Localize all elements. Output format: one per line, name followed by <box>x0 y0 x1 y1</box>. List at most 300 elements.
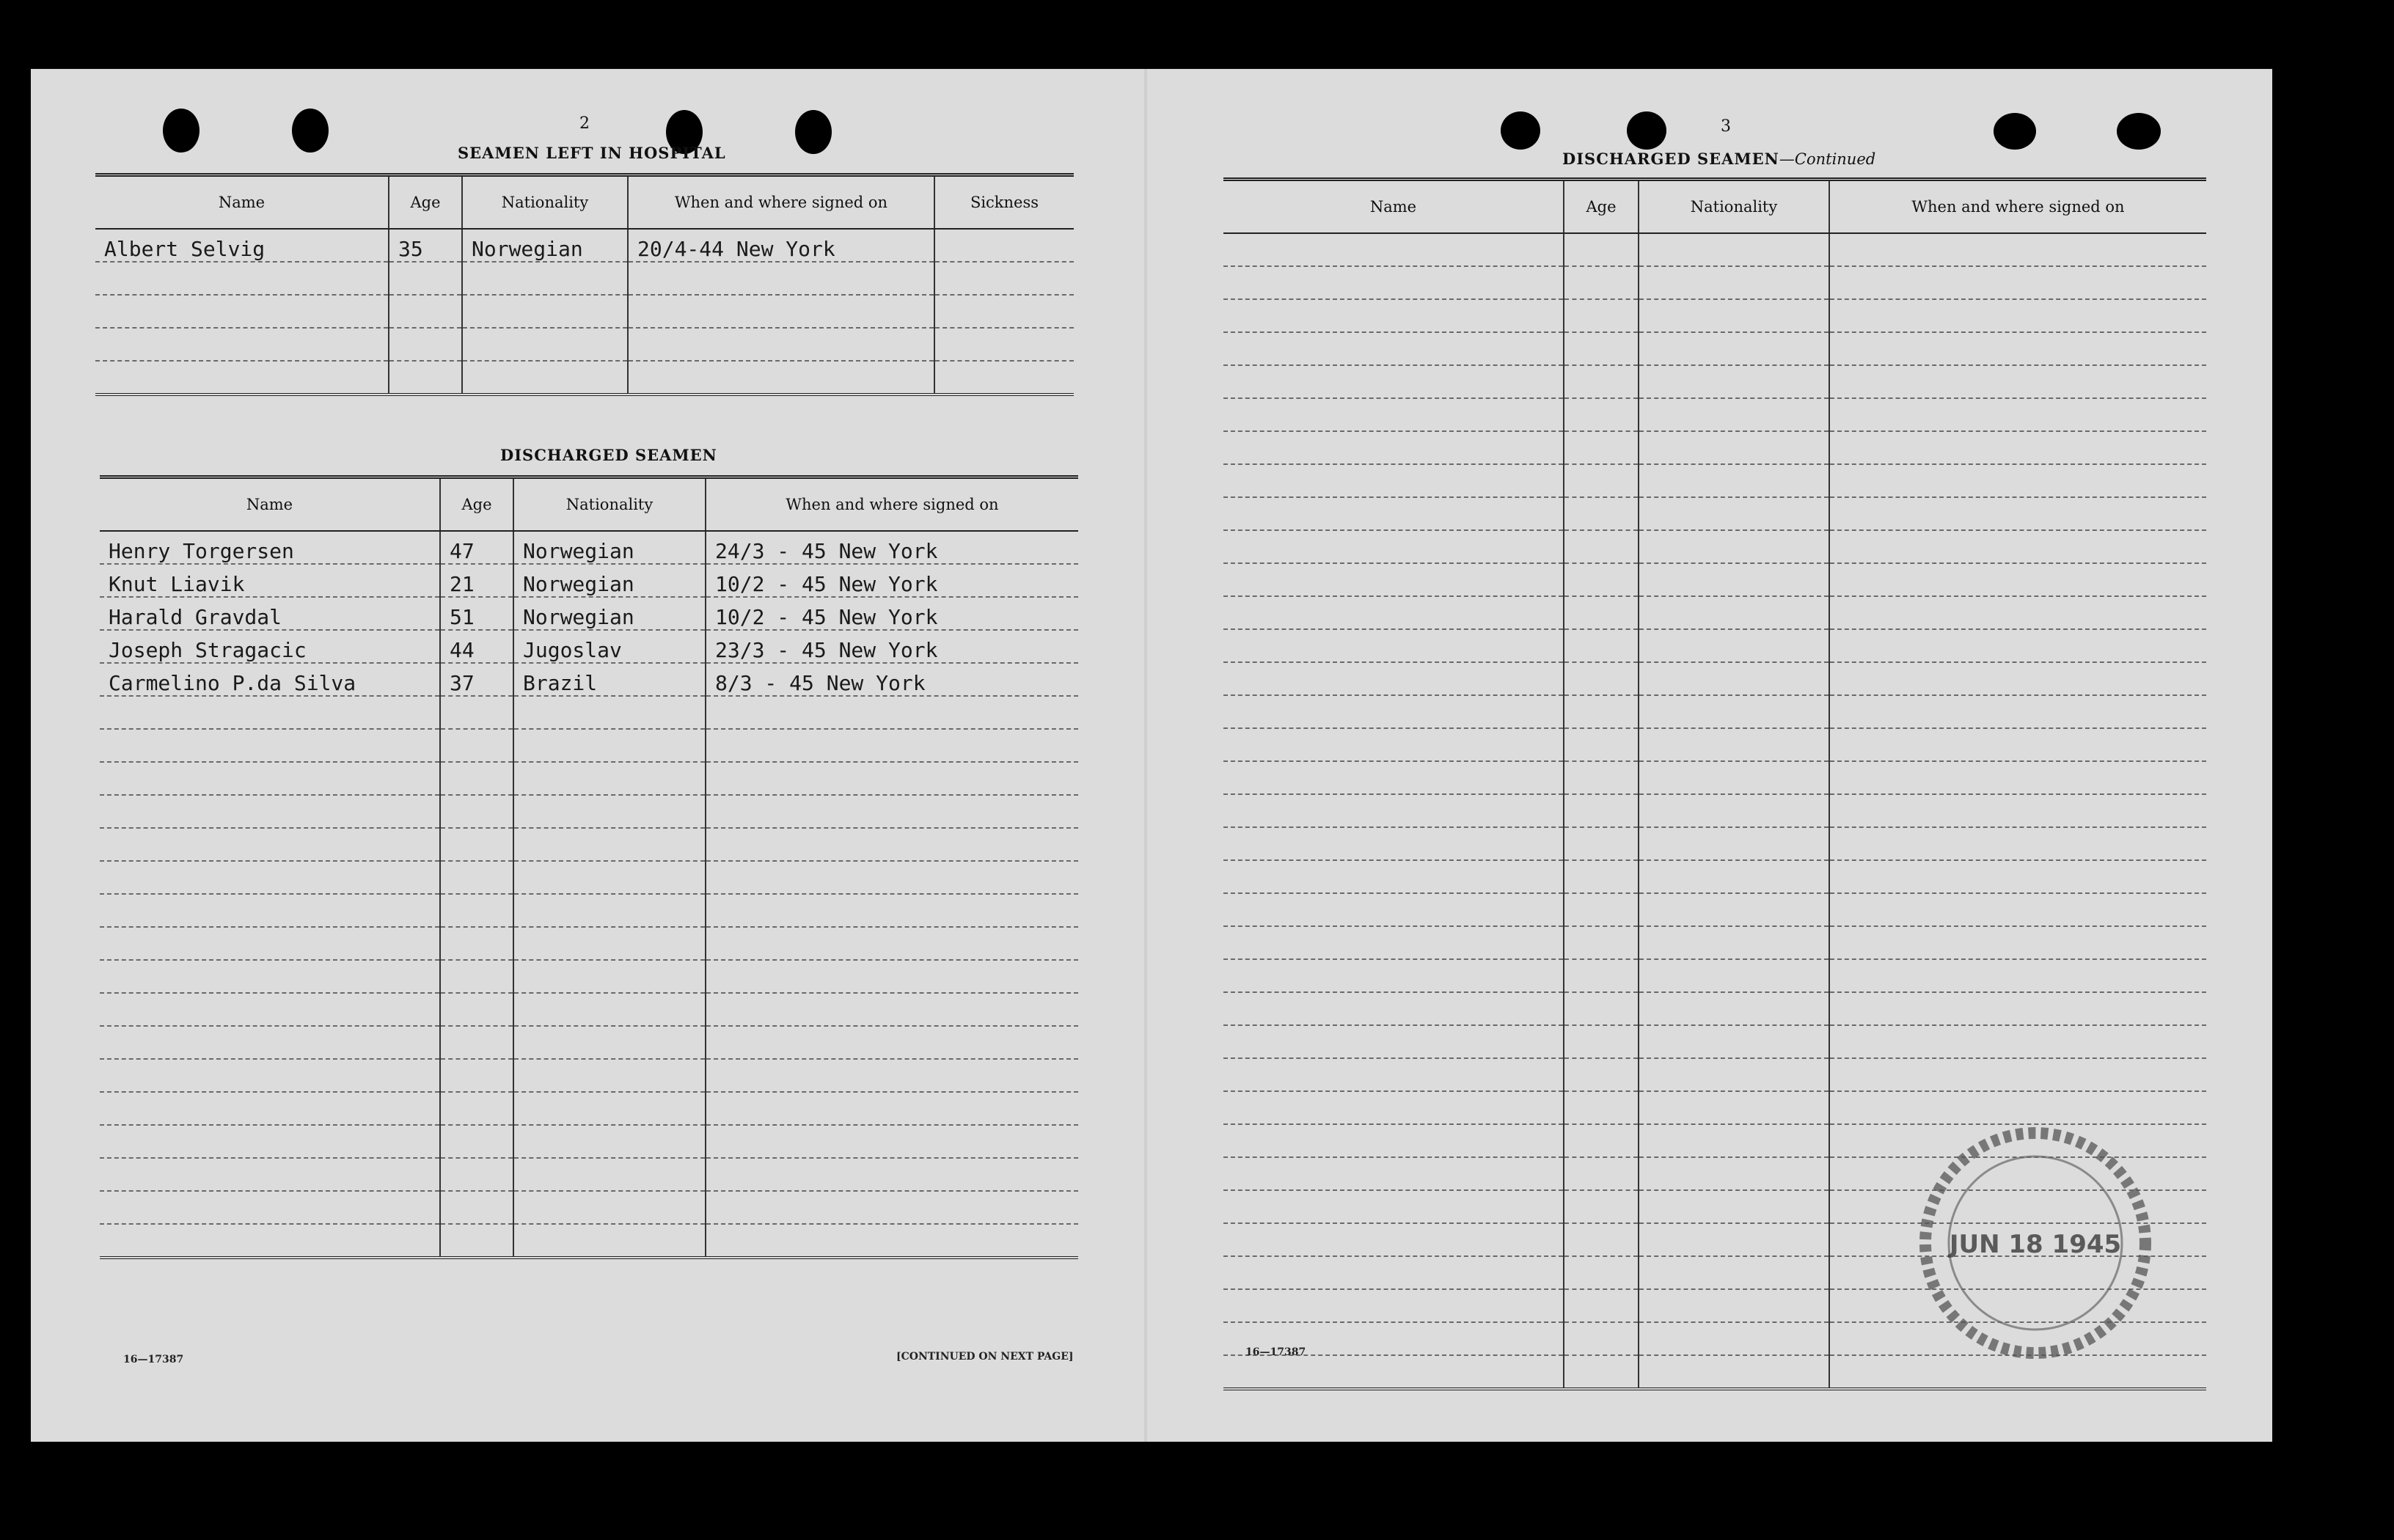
table-cell <box>389 262 462 295</box>
table-cell <box>1639 629 1829 662</box>
table-cell: Harald Gravdal <box>100 597 440 630</box>
table-cell <box>934 262 1074 295</box>
table-cell <box>706 993 1078 1026</box>
table-row <box>100 564 1078 597</box>
table-cell <box>1564 662 1639 695</box>
column-header: Age <box>440 477 513 532</box>
table-cell <box>1223 1058 1564 1091</box>
table-row <box>100 993 1078 1026</box>
table-cell <box>1223 365 1564 398</box>
table-cell <box>1564 398 1639 431</box>
continued-title-main: DISCHARGED SEAMEN <box>1562 150 1779 168</box>
table-cell <box>513 1191 706 1224</box>
table-cell <box>462 262 628 295</box>
table-cell <box>513 1092 706 1125</box>
table-cell <box>1564 1025 1639 1058</box>
table-cell <box>1564 1256 1639 1289</box>
table-cell <box>513 696 706 729</box>
punch-hole <box>1501 111 1540 150</box>
table-cell <box>1829 1058 2206 1091</box>
table-cell <box>1639 1289 1829 1322</box>
table-row <box>95 328 1074 361</box>
table-cell <box>1223 893 1564 926</box>
table-cell <box>1829 1091 2206 1124</box>
continued-note: [CONTINUED ON NEXT PAGE] <box>896 1351 1074 1363</box>
table-cell <box>1829 992 2206 1025</box>
table-cell <box>513 828 706 861</box>
table-row <box>1223 365 2206 398</box>
table-cell: Norwegian <box>513 597 706 630</box>
table-cell <box>706 828 1078 861</box>
table-cell <box>1639 266 1829 299</box>
table-cell: Joseph Stragacic <box>100 630 440 663</box>
table-cell <box>1639 926 1829 959</box>
table-cell <box>706 1026 1078 1059</box>
table-row <box>100 531 1078 564</box>
table-cell <box>100 894 440 927</box>
table-cell <box>100 1224 440 1258</box>
table-row <box>1223 860 2206 893</box>
table-cell <box>1223 1025 1564 1058</box>
table-cell <box>389 328 462 361</box>
page-fold <box>1144 69 1147 1442</box>
table-cell <box>1223 1124 1564 1157</box>
table-cell <box>513 993 706 1026</box>
table-cell <box>1564 860 1639 893</box>
column-header: Nationality <box>1639 180 1829 234</box>
table-row <box>1223 1058 2206 1091</box>
table-cell <box>1829 959 2206 992</box>
table-cell <box>1223 662 1564 695</box>
table-cell <box>1639 497 1829 530</box>
table-row <box>1223 728 2206 761</box>
table-cell <box>1564 1355 1639 1389</box>
table-cell <box>1223 398 1564 431</box>
table-cell: 21 <box>440 564 513 597</box>
table-cell <box>1829 530 2206 563</box>
table-cell <box>1829 365 2206 398</box>
table-row <box>100 795 1078 828</box>
table-cell <box>440 1224 513 1258</box>
table-cell <box>440 1191 513 1224</box>
table-cell: Carmelino P.da Silva <box>100 663 440 696</box>
table-cell <box>1639 530 1829 563</box>
table-cell <box>1639 1058 1829 1091</box>
table-cell <box>1223 827 1564 860</box>
column-header: Name <box>95 175 389 230</box>
table-row <box>100 1092 1078 1125</box>
table-cell <box>934 229 1074 262</box>
table-cell <box>1829 860 2206 893</box>
table-row <box>1223 1091 2206 1124</box>
table-cell <box>934 328 1074 361</box>
table-cell <box>440 762 513 795</box>
table-row <box>95 295 1074 328</box>
punch-hole <box>292 109 329 153</box>
table-cell <box>1223 431 1564 464</box>
table-cell <box>1564 431 1639 464</box>
column-header: When and where signed on <box>1829 180 2206 234</box>
table-cell <box>1564 992 1639 1025</box>
table-cell <box>628 262 934 295</box>
table-cell <box>706 1224 1078 1258</box>
table-row <box>1223 497 2206 530</box>
table-cell <box>440 729 513 762</box>
table-cell <box>1564 1058 1639 1091</box>
table-cell <box>1223 1157 1564 1190</box>
table-cell <box>628 361 934 395</box>
table-cell <box>1564 299 1639 332</box>
table-row <box>100 1224 1078 1258</box>
table-cell <box>100 1125 440 1158</box>
customs-stamp <box>1914 1122 2156 1364</box>
table-cell <box>706 1125 1078 1158</box>
table-row <box>1223 959 2206 992</box>
table-cell <box>100 1026 440 1059</box>
table-cell <box>440 993 513 1026</box>
table-cell <box>1223 761 1564 794</box>
table-cell <box>1639 1355 1829 1389</box>
table-cell <box>513 729 706 762</box>
table-cell <box>513 894 706 927</box>
table-cell: 8/3 - 45 New York <box>706 663 1078 696</box>
table-cell <box>1639 827 1829 860</box>
table-cell <box>440 795 513 828</box>
table-cell <box>1829 761 2206 794</box>
table-cell <box>706 1092 1078 1125</box>
table-cell <box>513 960 706 993</box>
table-cell <box>1829 695 2206 728</box>
column-header: Name <box>100 477 440 532</box>
page-number: 2 <box>579 114 590 133</box>
table-row <box>1223 530 2206 563</box>
table-cell <box>1223 860 1564 893</box>
table-cell <box>513 1026 706 1059</box>
form-number: 16—17387 <box>123 1354 184 1365</box>
table-cell <box>1223 728 1564 761</box>
table-cell: Brazil <box>513 663 706 696</box>
table-row <box>1223 662 2206 695</box>
table-cell <box>1223 1355 1564 1389</box>
table-row <box>95 361 1074 395</box>
table-cell: Albert Selvig <box>95 229 389 262</box>
table-cell <box>1223 695 1564 728</box>
table-cell <box>1639 563 1829 596</box>
table-cell <box>389 295 462 328</box>
table-cell <box>1639 728 1829 761</box>
table-cell <box>1639 596 1829 629</box>
table-row <box>1223 233 2206 266</box>
table-cell <box>440 1158 513 1191</box>
table-cell <box>706 861 1078 894</box>
table-cell <box>100 1191 440 1224</box>
table-cell <box>100 993 440 1026</box>
table-cell <box>1564 794 1639 827</box>
column-header: Nationality <box>513 477 706 532</box>
table-cell: 47 <box>440 531 513 564</box>
table-cell <box>1829 629 2206 662</box>
continued-title-suffix: —Continued <box>1779 150 1876 168</box>
table-row <box>1223 827 2206 860</box>
table-cell <box>706 729 1078 762</box>
table-cell <box>934 361 1074 395</box>
table-cell <box>1564 1289 1639 1322</box>
table-cell <box>1223 1091 1564 1124</box>
table-row <box>100 828 1078 861</box>
table-cell <box>440 1059 513 1092</box>
table-cell <box>1223 959 1564 992</box>
table-cell <box>1639 893 1829 926</box>
table-row <box>100 597 1078 630</box>
table-cell <box>389 361 462 395</box>
table-row <box>1223 398 2206 431</box>
table-cell <box>1223 1289 1564 1322</box>
table-cell <box>1639 1322 1829 1355</box>
table-cell: 37 <box>440 663 513 696</box>
table-cell <box>1564 1190 1639 1223</box>
table-cell <box>100 762 440 795</box>
table-cell <box>1639 299 1829 332</box>
table-cell <box>462 361 628 395</box>
table-row <box>1223 563 2206 596</box>
continued-section-title <box>1562 150 1875 168</box>
table-cell <box>100 795 440 828</box>
table-cell: Norwegian <box>513 564 706 597</box>
column-header: Age <box>1564 180 1639 234</box>
table-cell <box>100 1158 440 1191</box>
table-cell <box>706 1158 1078 1191</box>
table-cell <box>706 1191 1078 1224</box>
table-row <box>100 696 1078 729</box>
table-cell <box>1564 1091 1639 1124</box>
table-cell <box>1829 827 2206 860</box>
table-cell: 10/2 - 45 New York <box>706 597 1078 630</box>
punch-hole <box>1994 113 2036 150</box>
punch-hole <box>2117 113 2161 150</box>
table-cell <box>934 295 1074 328</box>
table-cell <box>1223 926 1564 959</box>
table-row <box>100 894 1078 927</box>
form-number: 16—17387 <box>1245 1346 1306 1358</box>
table-cell <box>513 927 706 960</box>
table-cell <box>1564 365 1639 398</box>
table-cell <box>1564 464 1639 497</box>
table-cell <box>513 1158 706 1191</box>
table-cell <box>1639 1157 1829 1190</box>
table-cell <box>100 828 440 861</box>
table-cell <box>1639 365 1829 398</box>
column-header: Age <box>389 175 462 230</box>
table-cell <box>1639 992 1829 1025</box>
table-cell: 23/3 - 45 New York <box>706 630 1078 663</box>
table-cell <box>706 696 1078 729</box>
table-cell <box>1639 1124 1829 1157</box>
table-cell <box>1639 794 1829 827</box>
table-cell <box>462 295 628 328</box>
table-cell <box>95 262 389 295</box>
table-row <box>1223 629 2206 662</box>
table-cell <box>1829 728 2206 761</box>
table-row <box>95 229 1074 262</box>
table-cell <box>1829 464 2206 497</box>
table-cell <box>1639 233 1829 266</box>
table-cell <box>1564 596 1639 629</box>
table-cell <box>1829 563 2206 596</box>
table-cell <box>1639 1025 1829 1058</box>
table-row <box>1223 992 2206 1025</box>
table-cell <box>1829 332 2206 365</box>
table-cell <box>706 960 1078 993</box>
table-cell <box>706 1059 1078 1092</box>
table-cell <box>1639 431 1829 464</box>
table-cell <box>1829 662 2206 695</box>
table-cell <box>1564 629 1639 662</box>
table-cell: 10/2 - 45 New York <box>706 564 1078 597</box>
table-cell <box>1223 794 1564 827</box>
table-cell <box>1829 1025 2206 1058</box>
table-cell <box>706 894 1078 927</box>
table-cell <box>1223 563 1564 596</box>
table-cell: 24/3 - 45 New York <box>706 531 1078 564</box>
table-cell <box>1639 860 1829 893</box>
table-row <box>100 762 1078 795</box>
table-cell <box>1639 959 1829 992</box>
table-cell <box>1564 530 1639 563</box>
column-header: Sickness <box>934 175 1074 230</box>
table-cell: 51 <box>440 597 513 630</box>
discharged-section-title: DISCHARGED SEAMEN <box>500 446 717 464</box>
table-cell: Jugoslav <box>513 630 706 663</box>
table-cell <box>1829 596 2206 629</box>
table-cell <box>1223 332 1564 365</box>
table-cell <box>1829 431 2206 464</box>
table-cell <box>706 927 1078 960</box>
table-cell <box>440 894 513 927</box>
table-cell <box>1223 530 1564 563</box>
table-cell <box>95 295 389 328</box>
table-cell <box>440 1026 513 1059</box>
table-cell <box>1564 233 1639 266</box>
table-cell <box>628 328 934 361</box>
table-cell <box>1829 926 2206 959</box>
table-cell <box>1564 497 1639 530</box>
table-cell <box>1564 1223 1639 1256</box>
table-cell <box>1564 761 1639 794</box>
table-row <box>100 1125 1078 1158</box>
table-cell <box>628 295 934 328</box>
table-cell <box>1829 233 2206 266</box>
table-cell <box>706 762 1078 795</box>
stamp-date: JUN 18 1945 <box>1949 1230 2122 1259</box>
table-row <box>100 663 1078 696</box>
table-cell <box>1564 926 1639 959</box>
hospital-section-title: SEAMEN LEFT IN HOSPITAL <box>458 144 726 162</box>
table-cell <box>706 795 1078 828</box>
table-cell <box>513 1059 706 1092</box>
table-row <box>100 1158 1078 1191</box>
table-cell <box>1564 563 1639 596</box>
table-row <box>100 861 1078 894</box>
table-cell <box>100 927 440 960</box>
table-cell <box>1564 266 1639 299</box>
table-cell <box>100 729 440 762</box>
punch-hole <box>163 109 200 153</box>
table-cell <box>1639 332 1829 365</box>
table-cell <box>1223 1223 1564 1256</box>
table-cell <box>1223 464 1564 497</box>
table-cell <box>513 762 706 795</box>
table-cell <box>100 861 440 894</box>
table-cell <box>1564 332 1639 365</box>
table-cell <box>1223 596 1564 629</box>
table-row <box>100 1059 1078 1092</box>
hospital-table <box>95 173 1074 396</box>
table-cell <box>1639 761 1829 794</box>
table-cell <box>1223 299 1564 332</box>
punch-hole <box>795 110 832 154</box>
table-cell <box>1639 1091 1829 1124</box>
table-cell <box>440 927 513 960</box>
table-row <box>1223 332 2206 365</box>
table-cell <box>1829 497 2206 530</box>
table-cell <box>1639 662 1829 695</box>
table-cell <box>513 1224 706 1258</box>
table-row <box>100 729 1078 762</box>
table-cell <box>513 795 706 828</box>
table-row <box>1223 266 2206 299</box>
table-cell <box>1564 1124 1639 1157</box>
table-cell <box>1223 629 1564 662</box>
table-cell <box>1223 266 1564 299</box>
table-row <box>1223 794 2206 827</box>
table-cell <box>1223 1256 1564 1289</box>
table-row <box>100 960 1078 993</box>
column-header: When and where signed on <box>706 477 1078 532</box>
table-cell <box>513 861 706 894</box>
table-row <box>100 927 1078 960</box>
table-cell <box>1564 827 1639 860</box>
table-cell: Norwegian <box>462 229 628 262</box>
column-header: Name <box>1223 180 1564 234</box>
table-cell <box>440 861 513 894</box>
punch-hole <box>1627 111 1666 150</box>
table-cell <box>100 1059 440 1092</box>
table-cell <box>440 960 513 993</box>
page-number: 3 <box>1721 117 1731 136</box>
column-header: When and where signed on <box>628 175 934 230</box>
table-cell <box>440 1125 513 1158</box>
table-cell: Norwegian <box>513 531 706 564</box>
table-row <box>95 262 1074 295</box>
table-cell <box>1829 299 2206 332</box>
table-cell <box>1639 1223 1829 1256</box>
table-row <box>100 1026 1078 1059</box>
table-cell <box>1639 695 1829 728</box>
table-cell <box>513 1125 706 1158</box>
table-cell <box>440 1092 513 1125</box>
table-cell <box>100 1092 440 1125</box>
table-row <box>100 1191 1078 1224</box>
table-row <box>1223 926 2206 959</box>
table-row <box>1223 695 2206 728</box>
table-row <box>100 630 1078 663</box>
table-cell <box>1639 1190 1829 1223</box>
table-cell: Henry Torgersen <box>100 531 440 564</box>
table-row <box>1223 464 2206 497</box>
table-cell: 35 <box>389 229 462 262</box>
table-cell <box>1829 398 2206 431</box>
table-cell: 20/4-44 New York <box>628 229 934 262</box>
